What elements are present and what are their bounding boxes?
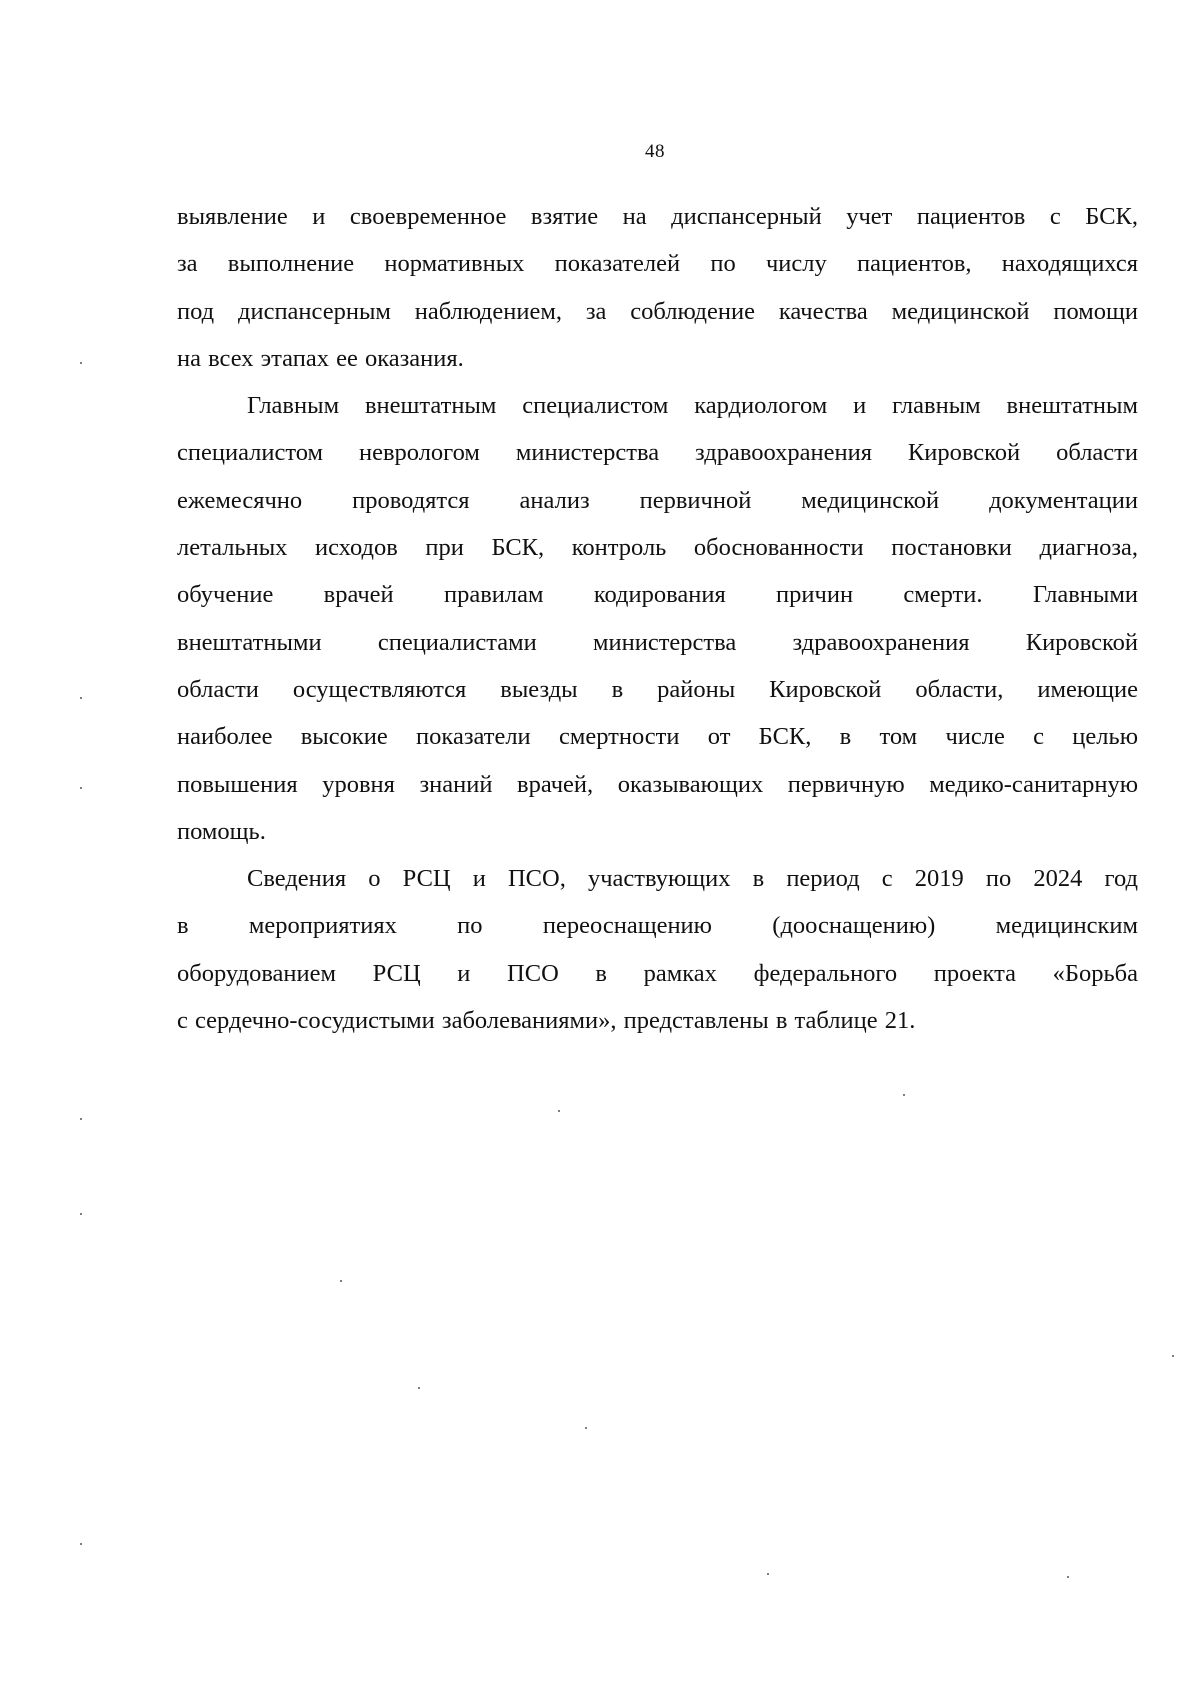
text-line: специалистом неврологом министерства здравоохранения Кировской области: [177, 439, 1138, 467]
paragraph-2: [177, 382, 1138, 855]
page-number: 48: [645, 141, 665, 162]
scan-speck: [80, 1213, 82, 1215]
text-line: в мероприятиях по переоснащению (дооснащению) медицинским: [177, 912, 1138, 940]
scan-speck: [585, 1427, 587, 1429]
text-line: ежемесячно проводятся анализ первичной медицинской документации: [177, 486, 1138, 514]
scan-speck: [903, 1094, 905, 1096]
text-line: обучение врачей правилам кодирования причин смерти. Главными: [177, 581, 1138, 609]
text-line: Главным внештатным специалистом кардиологом и главным внештатным: [247, 392, 1138, 420]
text-line: за выполнение нормативных показателей по числу пациентов, находящихся: [177, 250, 1138, 278]
scan-speck: [80, 1543, 82, 1545]
scan-speck: [340, 1280, 342, 1282]
scan-speck: [80, 787, 82, 789]
text-line: под диспансерным наблюдением, за соблюдение качества медицинской помощи: [177, 297, 1138, 325]
document-body: [177, 193, 1138, 1044]
text-line: наиболее высокие показатели смертности от БСК, в том числе с целью: [177, 723, 1138, 751]
text-line: выявление и своевременное взятие на диспансерный учет пациентов с БСК,: [177, 203, 1138, 230]
text-line: помощь.: [177, 817, 266, 845]
text-line: летальных исходов при БСК, контроль обоснованности постановки диагноза,: [177, 534, 1138, 562]
paragraph-3: [177, 855, 1138, 1044]
scan-speck: [1067, 1576, 1069, 1578]
scan-speck: [80, 362, 82, 364]
scan-speck: [558, 1110, 560, 1112]
text-line: области осуществляются выезды в районы Кировской области, имеющие: [177, 675, 1138, 703]
text-line: оборудованием РСЦ и ПСО в рамках федерального проекта «Борьба: [177, 959, 1138, 987]
scan-speck: [767, 1573, 769, 1575]
text-line: внештатными специалистами министерства здравоохранения Кировской: [177, 628, 1138, 656]
scan-speck: [1172, 1355, 1174, 1357]
paragraph-1: [177, 193, 1138, 382]
text-line: Сведения о РСЦ и ПСО, участвующих в период с 2019 по 2024 год: [247, 865, 1138, 893]
text-line: повышения уровня знаний врачей, оказывающих первичную медико-санитарную: [177, 770, 1138, 798]
scan-speck: [418, 1387, 420, 1389]
text-line: с сердечно-сосудистыми заболеваниями», представлены в таблице 21.: [177, 1007, 916, 1035]
scan-speck: [80, 697, 82, 699]
scan-speck: [80, 1118, 82, 1120]
text-line: на всех этапах ее оказания.: [177, 344, 464, 372]
